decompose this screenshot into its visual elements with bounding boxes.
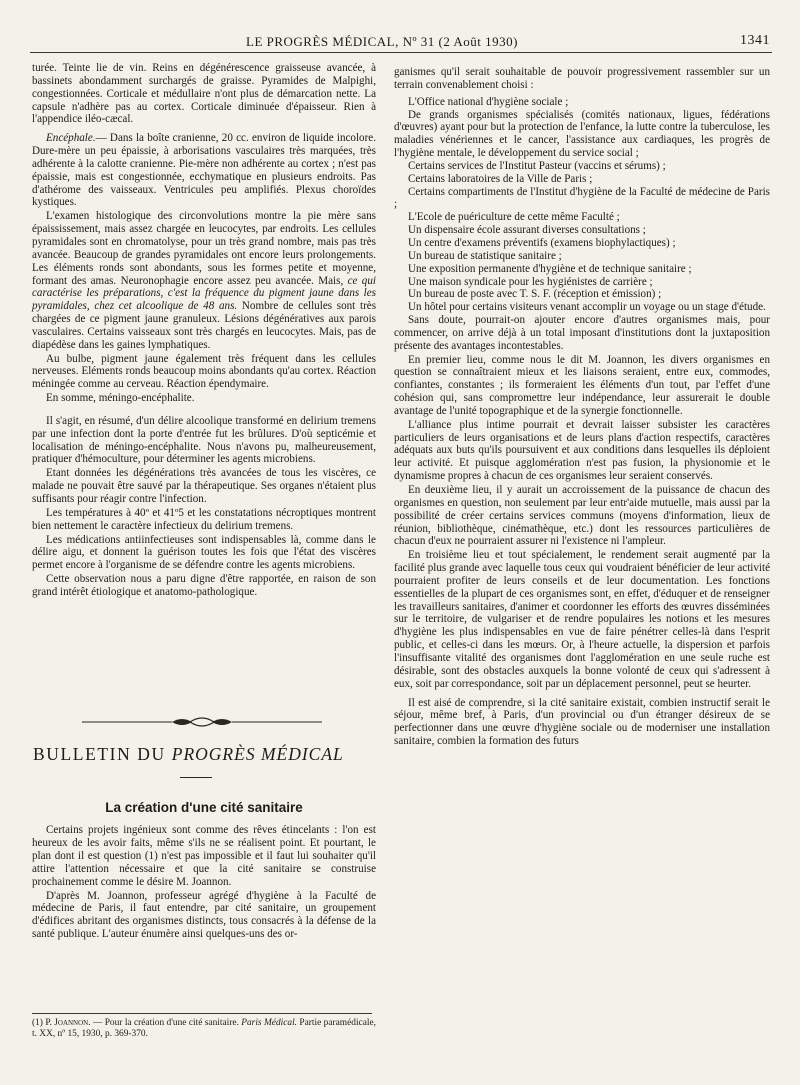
right-column	[394, 66, 770, 749]
encephale-text: — Dans la boîte cranienne, 20 cc. environ de liquide incolore. Dure-mère un peu épaissie, à arborisations vasculaires très marquées, très adhérente à la calotte cranienne. Pie-mère non adhérente au cortex ; n'est pas épaissie, mais est congestionnée, ecchymatique en plusieurs endroits. Pas d'athérome des vaisseaux. Ventricules peu amplifiés. Plexus choroïdes kystiques.	[32, 132, 376, 209]
heading-rule	[180, 777, 212, 778]
article-intro-paragraph: Certains projets ingénieux sont comme des rêves étincelants : l'on est heureux de les avoir faits, même s'ils ne se réalisent point. Et pourtant, le plan dont il est question (1) n'est pas impossible et il faut lui souhaiter qu'il attire l'attention nécessaire et que la cité sanitaire se construise prochainement comme le désire M. Joannon.	[32, 824, 376, 888]
encephale-paragraph	[32, 132, 376, 209]
list-intro: ganismes qu'il serait souhaitable de pouvoir progressivement rassembler sur un terrain convenablement choisi :	[394, 66, 770, 91]
visitor-paragraph: Il est aisé de comprendre, si la cité sanitaire existait, combien instructif serait le séjour, même bref, à Paris, d'un provincial ou d'un étranger désireux de se perfectionner dans une œuvre d'hygiène sociale ou de moderniser une installation sanitaire, combien la formation des futurs	[394, 696, 770, 748]
second-advantage-paragraph: En deuxième lieu, il y aurait un accroissement de la puissance de chacun des organismes en question, non seulement par leur entr'aide mutuelle, mais aussi par la possibilité de créer certains services communs (moyens d'information, lieux de réunion, bibliothèque, cinémathèque, etc.) dont les ressources particulières de chacun d'eux ne pourraient assurer ni l'existence ni l'ampleur.	[394, 484, 770, 548]
footnote	[32, 1018, 376, 1040]
bulletin-journal-name: PROGRÈS MÉDICAL	[171, 744, 344, 764]
encephale-label: Encéphale.	[46, 132, 96, 145]
list-item: Une maison syndicale pour les hygiénistes de carrière ;	[408, 275, 653, 288]
section-divider-ornament	[82, 711, 322, 733]
list-item: Un bureau de poste avec T. S. F. (réception et émission) ;	[408, 288, 662, 301]
article-body	[32, 824, 376, 942]
footnote-title: — Pour la création d'une cité sanitaire.	[92, 1018, 239, 1028]
summary-paragraph: En somme, méningo-encéphalite.	[46, 392, 195, 405]
histology-emphasis: ce qui caractérise les préparations, c'est la fréquence du pigment jaune dans les pyramidales, chez cet alcoolique de 48 ans.	[32, 274, 376, 313]
footnote-author: Joannon.	[54, 1018, 91, 1028]
list-item: Certains services de l'Institut Pasteur (vaccins et sérums) ;	[408, 159, 666, 172]
bulletin-heading	[33, 744, 373, 765]
histology-text-a: L'examen histologique des circonvolutions montre la pie mère sans épaississement, mais assez chargée en leucocytes, par endroits. Les cellules pyramidales sont en chromatolyse, pour un très grand nombre, mais pas très avancée. Beaucoup de grandes pyramidales ont encore leurs prolongements. Les éléments ronds sont abondants, sous les formes petite et moyenne, formant des amas. Neuronophagie encore assez peu avancée. Mais,	[32, 210, 376, 287]
footnote-reference: Partie paramédicale, t. XX, nº 15, 1930, p. 369-370.	[32, 1018, 376, 1039]
list-item: Certains laboratoires de la Ville de Paris ;	[408, 172, 593, 185]
juxtaposition-paragraph: Sans doute, pourrait-on ajouter encore d'autres organismes mais, pour commencer, on arrive déjà à un total imposant d'institutions dont la juxtaposition présente des avantages incontestables.	[394, 314, 770, 352]
list-item: Un bureau de statistique sanitaire ;	[408, 249, 562, 262]
article-definition-paragraph: D'après M. Joannon, professeur agrégé d'hygiène à la Faculté de médecine de Paris, il faut entendre, par cité sanitaire, un groupement d'édifices abritant des organismes distincts, tous consacrés à la défense de la santé publique. L'auteur énumère ainsi quelques-uns des or-	[32, 889, 376, 941]
resume-paragraph: Il s'agit, en résumé, d'un délire alcoolique transformé en delirium tremens par une infection dont la porte d'entrée fut les brûlures. D'où septicémie et localisation de méningo-encéphalite. Nous n'avons pu, malheureusement, pratiquer d'hémoculture, pour déterminer les agents microbiens.	[32, 414, 376, 466]
running-header	[30, 32, 772, 53]
list-item: Un hôtel pour certains visiteurs venant accomplir un voyage ou un stage d'étude.	[408, 301, 766, 314]
footnote-number: (1) P.	[32, 1018, 52, 1028]
conclusion-paragraph: Cette observation nous a paru digne d'être rapportée, en raison de son grand intérêt étiologique et anatomo-pathologique.	[32, 573, 376, 598]
list-item: De grands organismes spécialisés (comités nationaux, ligues, fédérations d'œuvres) ayant pour but la protection de l'enfance, la lutte contre la tuberculose, les maladies vénériennes et le cancer, l'assistance aux cardiaques, les progrès de l'hygiène mentale, le développement du service social ;	[394, 108, 770, 160]
footnote-rule	[32, 1013, 372, 1014]
histology-text-b: Nombre de cellules sont très chargées de ce pigment jaune granuleux. Lésions dégénératives aux parois vasculaires. Certains vaisseaux sont très chargés en leucocytes. Mais, pas de diapédèse dans les gaines lymphatiques.	[32, 300, 377, 351]
alliance-paragraph: L'alliance plus intime pourrait et devrait laisser subsister les caractères particuliers de leurs organisations et de leurs plans d'action respectifs, caractères adéquats aux buts qu'ils poursuivent et aux conditions dans lesquelles ils déploient leur activité. Et puisque agglomération n'est pas fusion, la physionomie et le dynamisme propres à chacun de ces organismes leur seraient conservés.	[394, 418, 770, 483]
bulletin-prefix: BULLETIN DU	[33, 744, 166, 764]
list-item: L'Ecole de puériculture de cette même Faculté ;	[408, 211, 620, 224]
organisms-list	[394, 96, 770, 314]
medications-paragraph: Les médications antiinfectieuses sont indispensables là, comme dans le délire aigu, et donnent la guérison toutes les fois que l'état des viscères permet encore à l'organisme de se défendre contre les agents microbiens.	[32, 533, 376, 572]
journal-title: LE PROGRÈS MÉDICAL, Nº 31 (2 Août 1930)	[246, 34, 518, 49]
page-number: 1341	[740, 33, 770, 48]
histology-paragraph	[32, 210, 376, 351]
autopsy-kidneys-paragraph: turée. Teinte lie de vin. Reins en dégénérescence graisseuse avancée, à bassinets abondamment surchargés de graisse. Pyramides de Malpighi, congestionnées. Corticale et médullaire n'ont plus de démarcation nette. La capsule n'adhère pas au cortex. Corticale diminuée d'épaisseur. Rien à l'appendice iléo-cæcal.	[32, 62, 376, 126]
list-item: Certains compartiments de l'Institut d'hygiène de la Faculté de médecine de Paris ;	[394, 185, 770, 211]
article-title: La création d'une cité sanitaire	[105, 800, 303, 815]
list-item: Un centre d'examens préventifs (examens biophylactiques) ;	[408, 236, 676, 249]
first-advantage-paragraph: En premier lieu, comme nous le dit M. Joannon, les divers organismes en question se connaîtraient mieux et les liaisons seraient, entre eux, commodes, confiantes, constantes ; ils formeraient les éléments d'un tout, par l'effet d'une cohésion qui, sans compromettre leur indépendance, leur assurerait le double avantage de l'unité topographique et de la synergie fonctionnelle.	[394, 353, 770, 417]
list-item: Une exposition permanente d'hygiène et de technique sanitaire ;	[408, 262, 692, 275]
footnote-journal: Paris Médical.	[241, 1018, 298, 1028]
list-item: L'Office national d'hygiène sociale ;	[408, 95, 569, 108]
third-advantage-paragraph: En troisième lieu et tout spécialement, le rendement serait augmenté par la facilité plus grande avec laquelle tous ceux qui voudraient bénéficier de leur activité pourraient profiter de leurs conseils et de leur documentation. Les fonctions essentielles de la plupart de ces organismes sont, en effet, d'éduquer et de renseigner les travailleurs sanitaires, d'animer et coordonner les efforts des œuvres disséminées sur le territoire, de vulgariser et de rendre populaires les notions et les mesures d'hygiène les plus indispensables en vue de faire pénétrer celles-là dans l'esprit public, et celles-ci dans les mœurs. Or, à l'heure actuelle, la dispersion et parfois l'insuffisante vitalité des organismes dont l'agglomération en une seule ruche est désirable, sont des obstacles auxquels la bonne volonté de ceux qui s'adressent à eux, soit par correspondance, soit par un déplacement personnel, peut se heurter.	[394, 549, 770, 690]
degeneration-paragraph: Etant données les dégénérations très avancées de tous les viscères, ce malade ne pouvait être sauvé par la thérapeutique. Ses organes n'étaient plus suffisants pour réagir contre l'infection.	[32, 467, 376, 505]
list-item: Un dispensaire école assurant diverses consultations ;	[408, 224, 646, 237]
temperatures-paragraph: Les températures à 40º et 41º5 et les constatations nécroptiques montrent bien nettement le caractère infectieux du delirium tremens.	[32, 506, 376, 532]
left-column	[32, 62, 376, 600]
bulbe-paragraph: Au bulbe, pigment jaune également très fréquent dans les cellules nerveuses. Eléments ronds beaucoup moins abondants qu'au cortex. Réaction méningée comme au cerveau. Réaction épendymaire.	[32, 352, 376, 391]
